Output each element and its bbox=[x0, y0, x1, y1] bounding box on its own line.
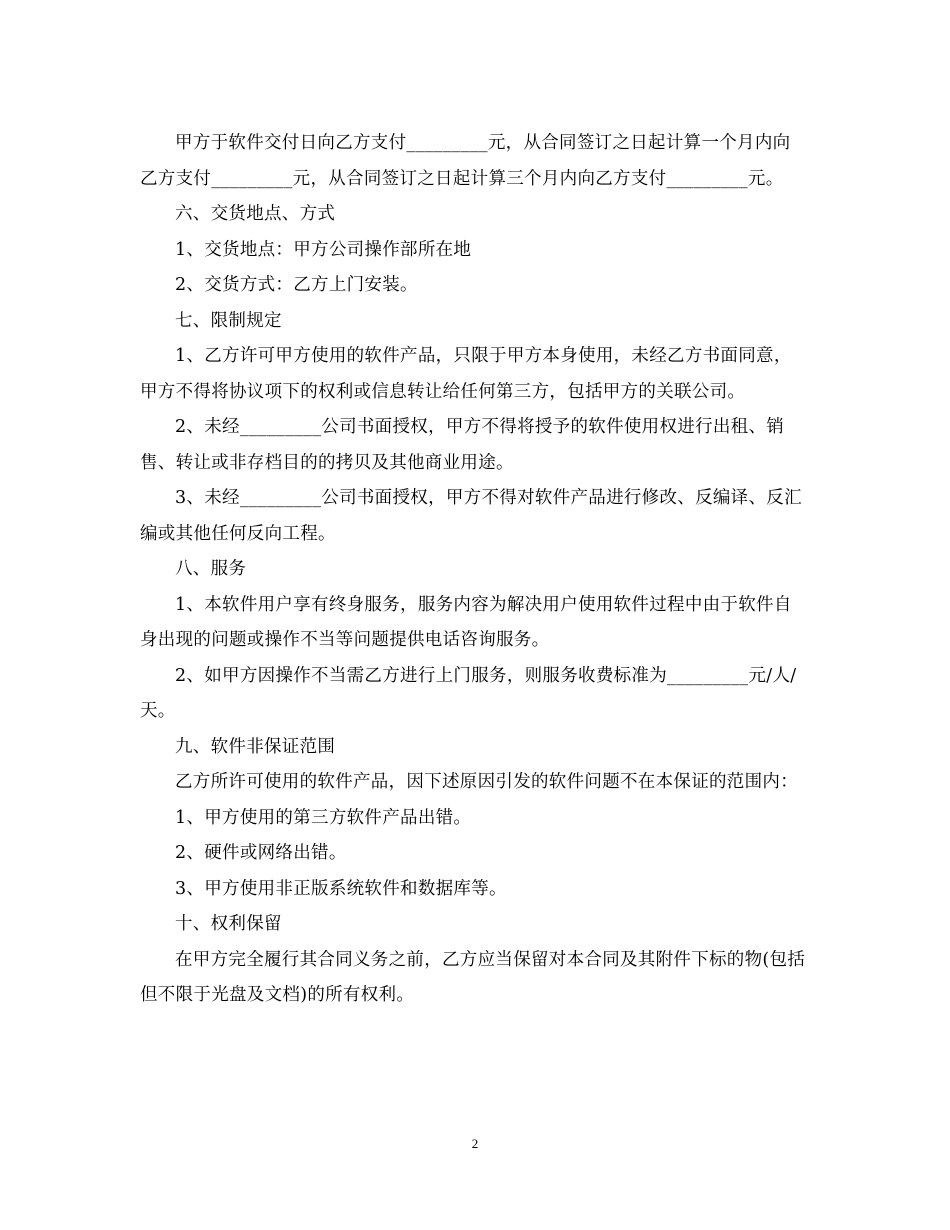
payment-terms-paragraph: 甲方于软件交付日向乙方支付_________元，从合同签订之日起计算一个月内向乙方支付_________元，从合同签订之日起计算三个月内向乙方支付_________元。 bbox=[140, 133, 791, 189]
restriction-item-1: 1、乙方许可甲方使用的软件产品，只限于甲方本身使用，未经乙方书面同意，甲方不得将协议项下的权利或信息转让给任何第三方，包括甲方的关联公司。 bbox=[140, 346, 792, 402]
service-item-2: 2、如甲方因操作不当需乙方进行上门服务，则服务收费标准为_________元/人/天。 bbox=[140, 665, 797, 721]
non-warranty-item-1: 1、甲方使用的第三方软件产品出错。 bbox=[175, 807, 472, 828]
non-warranty-intro: 乙方所许可使用的软件产品，因下述原因引发的软件问题不在本保证的范围内： bbox=[175, 772, 798, 792]
delivery-method-item: 2、交货方式：乙方上门安装。 bbox=[175, 275, 418, 295]
section-heading-restrictions: 七、限制规定 bbox=[175, 310, 282, 331]
section-heading-rights-reserved: 十、权利保留 bbox=[175, 914, 282, 934]
section-heading-delivery: 六、交货地点、方式 bbox=[175, 204, 336, 224]
page-number: 2 bbox=[471, 1136, 479, 1151]
section-heading-non-warranty: 九、软件非保证范围 bbox=[175, 736, 336, 757]
service-item-1: 1、本软件用户享有终身服务，服务内容为解决用户使用软件过程中由于软件自身出现的问题或操作不当等问题提供电话咨询服务。 bbox=[140, 594, 792, 650]
restriction-item-2: 2、未经_________公司书面授权，甲方不得将授予的软件使用权进行出租、销售、转让或非存档目的的拷贝及其他商业用途。 bbox=[140, 417, 785, 473]
restriction-item-3: 3、未经_________公司书面授权，甲方不得对软件产品进行修改、反编译、反汇编或其他任何反向工程。 bbox=[140, 488, 802, 544]
non-warranty-item-2: 2、硬件或网络出错。 bbox=[175, 843, 347, 863]
non-warranty-item-3: 3、甲方使用非正版系统软件和数据库等。 bbox=[175, 878, 507, 899]
document-body bbox=[140, 126, 808, 1014]
delivery-location-item: 1、交货地点：甲方公司操作部所在地 bbox=[175, 239, 472, 260]
rights-reserved-paragraph: 在甲方完全履行其合同义务之前，乙方应当保留对本合同及其附件下标的物(包括但不限于光盘及文档)的所有权利。 bbox=[140, 949, 806, 1005]
section-heading-service: 八、服务 bbox=[175, 559, 247, 579]
